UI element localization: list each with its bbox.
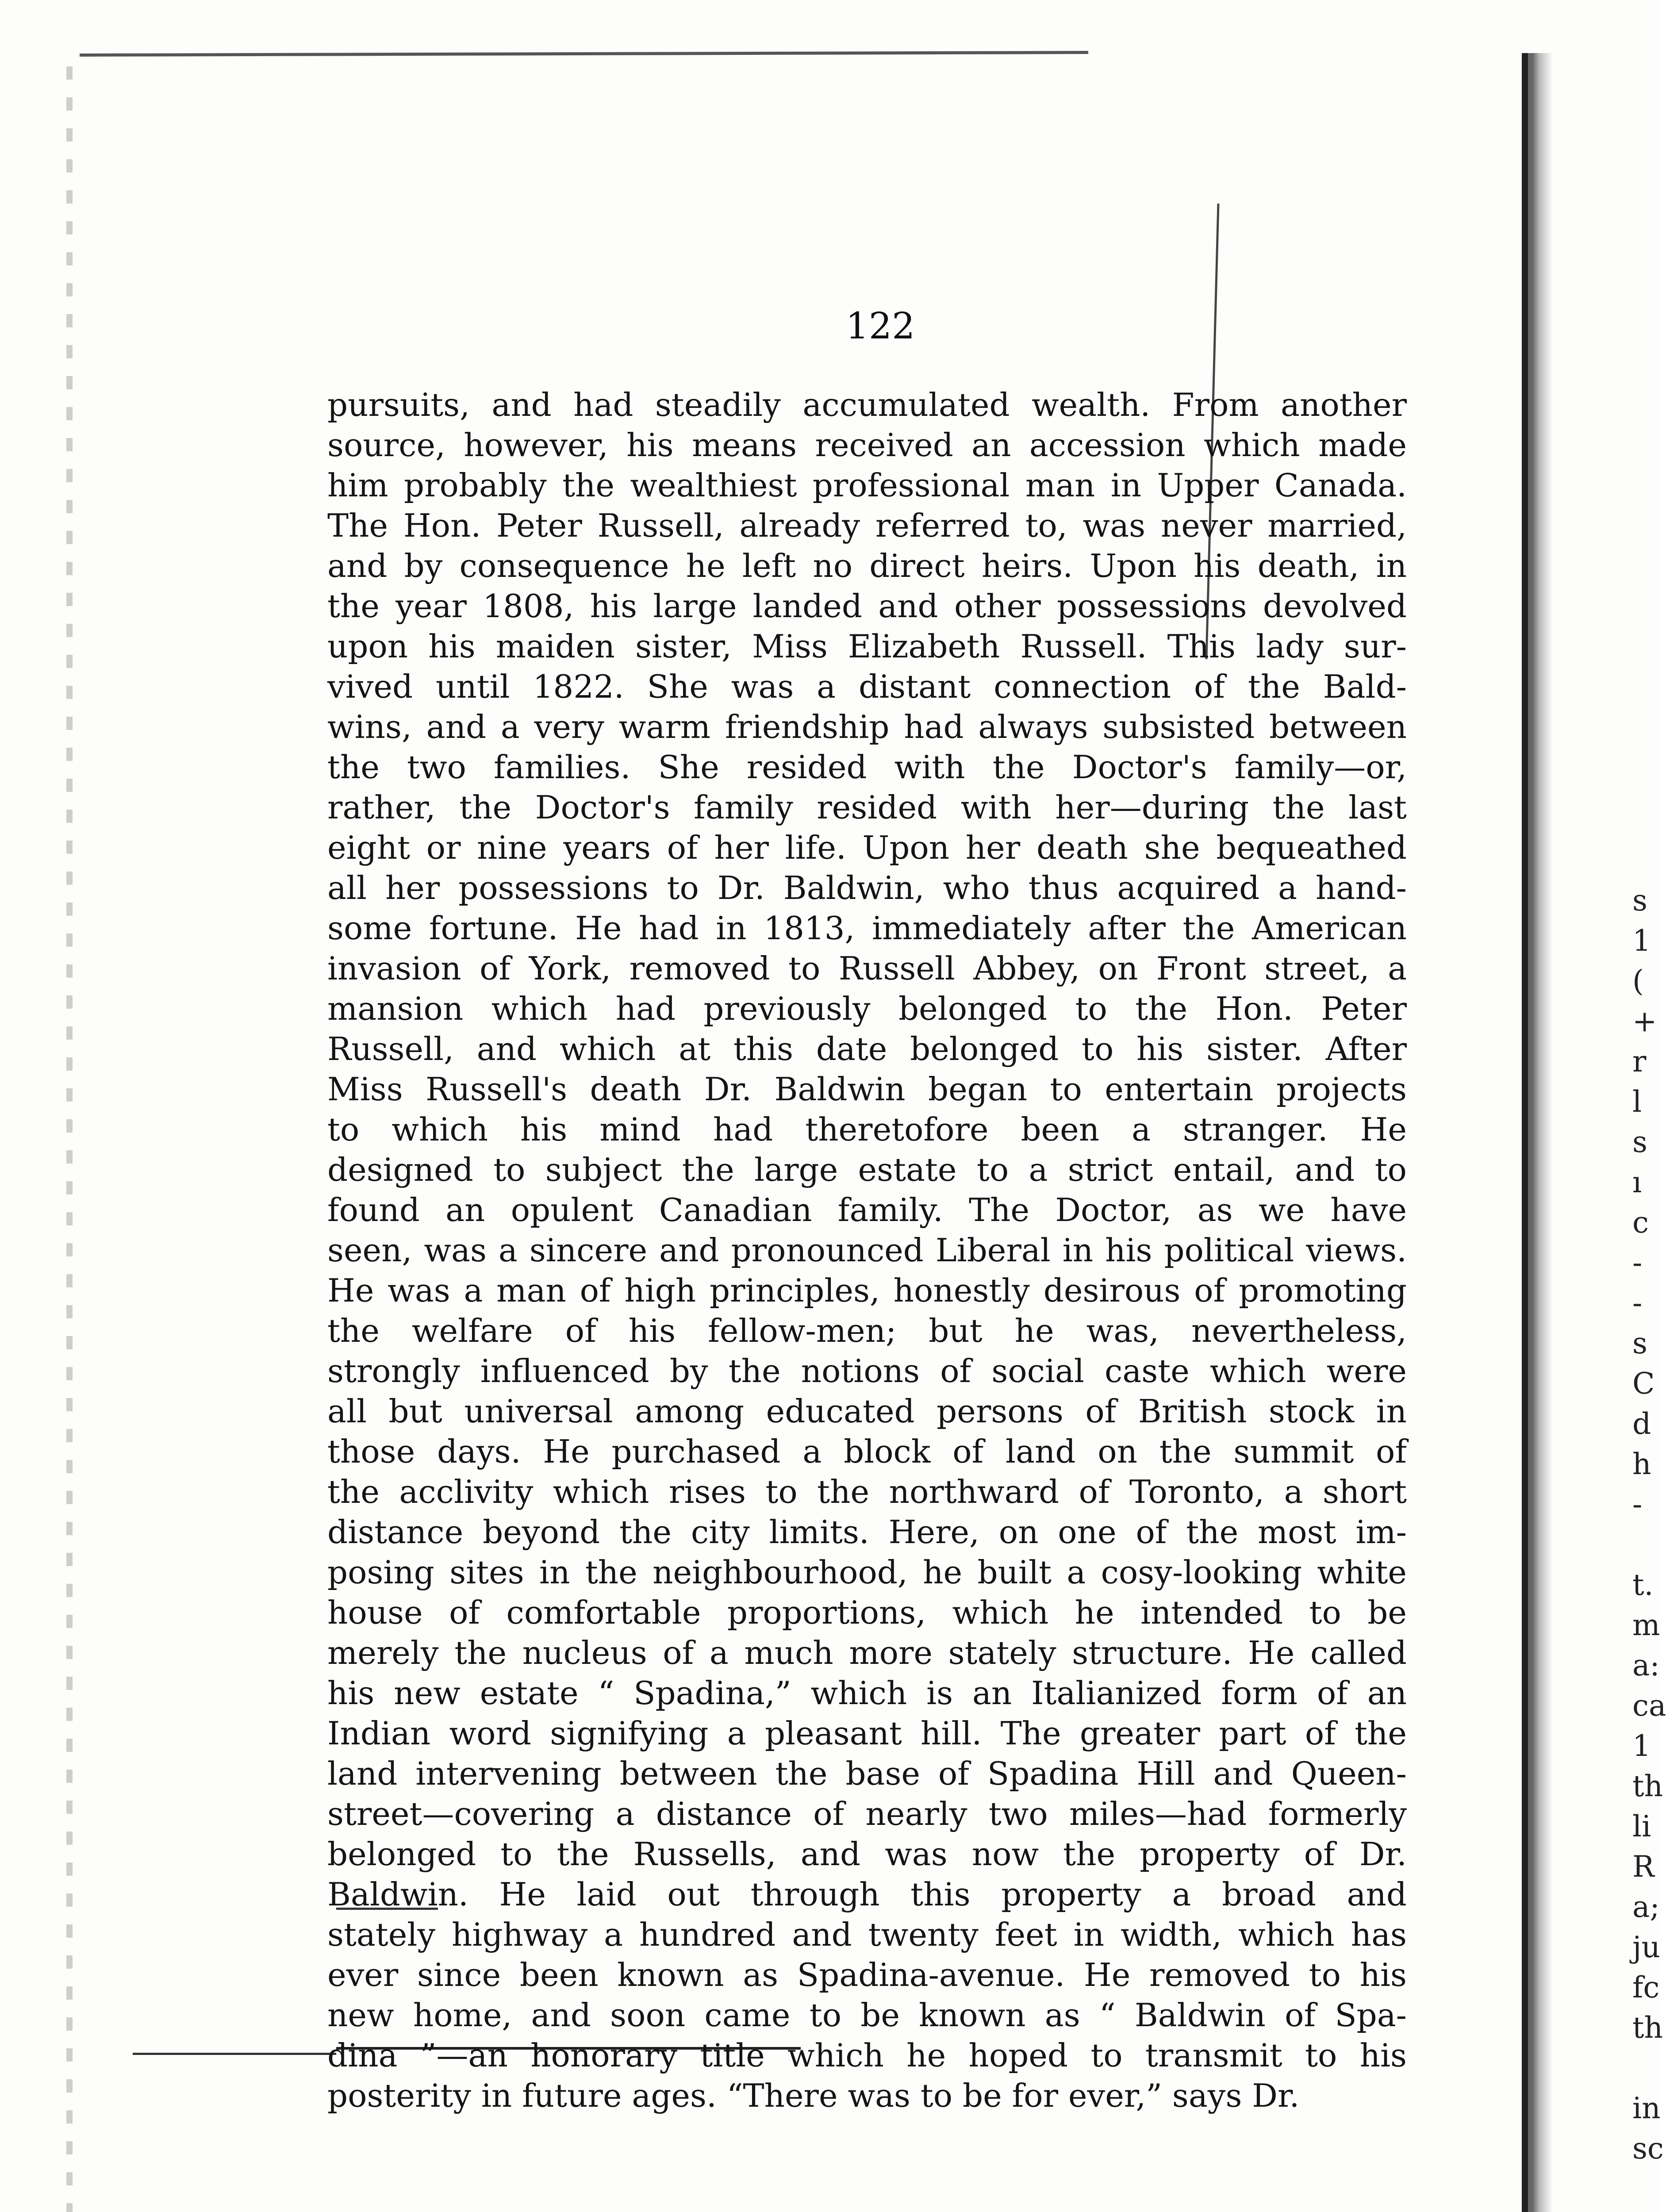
text-line: Russell, and which at this date belonged to his sister. After [327, 1030, 1407, 1068]
text-line: Miss Russell's death Dr. Baldwin began to entertain projects [327, 1071, 1407, 1108]
text-line: new home, and soon came to be known as “ Baldwin of Spa- [327, 1997, 1407, 2034]
text-line: found an opulent Canadian family. The Doctor, as we have [327, 1191, 1407, 1229]
text-line: rather, the Doctor's family resided with her—during the last [327, 789, 1407, 826]
text-line: and by consequence he left no direct heirs. Upon his death, in [327, 547, 1407, 584]
text-line: to which his mind had theretofore been a stranger. He [327, 1111, 1407, 1148]
text-line: the year 1808, his large landed and other possessions devolved [327, 588, 1407, 625]
text-line: the acclivity which rises to the northward of Toronto, a short [327, 1473, 1407, 1510]
margin-fragment: s [1632, 1326, 1647, 1360]
scan-left-edge [66, 66, 73, 2212]
margin-fragment: ju [1632, 1930, 1660, 1964]
margin-fragment: - [1632, 1246, 1643, 1280]
text-line: posing sites in the neighbourhood, he built a cosy-looking white [327, 1554, 1407, 1591]
text-line: the two families. She resided with the Doctor's family—or, [327, 749, 1407, 786]
margin-fragment: th [1632, 2011, 1663, 2045]
margin-line-mark [133, 2053, 336, 2055]
text-line: The Hon. Peter Russell, already referred to, was never married, [327, 507, 1407, 544]
margin-fragment: c [1632, 1206, 1649, 1240]
margin-fragment: s [1632, 1125, 1647, 1159]
text-line: all her possessions to Dr. Baldwin, who thus acquired a hand- [327, 869, 1407, 906]
text-line: the welfare of his fellow-men; but he was, nevertheless, [327, 1312, 1407, 1349]
margin-fragment: a; [1632, 1890, 1660, 1924]
text-line: seen, was a sincere and pronounced Liberal in his political views. [327, 1232, 1407, 1269]
margin-fragment: 1 [1632, 924, 1651, 958]
margin-fragment: t. [1632, 1568, 1654, 1602]
margin-fragment: l [1632, 1085, 1642, 1119]
margin-fragment: li [1632, 1809, 1651, 1843]
margin-fragment: s [1632, 883, 1647, 918]
page-number: 122 [845, 305, 915, 347]
text-line: ever since been known as Spadina-avenue. He removed to his [327, 1956, 1407, 1993]
text-line: invasion of York, removed to Russell Abbey, on Front street, a [327, 950, 1407, 987]
text-line: those days. He purchased a block of land on the summit of [327, 1433, 1407, 1470]
text-line: vived until 1822. She was a distant connection of the Bald- [327, 668, 1407, 705]
margin-fragment: C [1632, 1367, 1655, 1401]
margin-fragment: r [1632, 1045, 1647, 1079]
text-line: merely the nucleus of a much more stately structure. He called [327, 1634, 1407, 1671]
text-line: eight or nine years of her life. Upon her death she bequeathed [327, 829, 1407, 866]
text-line: strongly influenced by the notions of social caste which were [327, 1352, 1407, 1390]
margin-fragment [1632, 2048, 1660, 2088]
text-line: him probably the wealthiest professional man in Upper Canada. [327, 467, 1407, 504]
margin-fragment: ( [1632, 964, 1644, 998]
text-line: belonged to the Russells, and was now the property of Dr. [327, 1836, 1407, 1873]
text-line: house of comfortable proportions, which he intended to be [327, 1594, 1407, 1631]
text-line: stately highway a hundred and twenty feet in width, which has [327, 1916, 1407, 1953]
text-line: He was a man of high principles, honestly desirous of promoting [327, 1272, 1407, 1309]
margin-fragment: 1 [1632, 1729, 1651, 1763]
margin-fragment: - [1632, 1487, 1643, 1521]
text-line: Indian word signifying a pleasant hill. The greater part of the [327, 1715, 1407, 1752]
text-line: some fortune. He had in 1813, immediately after the American [327, 910, 1407, 947]
margin-fragment: d [1632, 1407, 1651, 1441]
facing-page-fragments [1632, 880, 1666, 2169]
margin-fragment: ca [1632, 1689, 1666, 1723]
margin-fragment: h [1632, 1447, 1651, 1481]
text-line: all but universal among educated persons of British stock in [327, 1393, 1407, 1430]
margin-fragment [1632, 1525, 1660, 1565]
margin-fragment: + [1632, 1004, 1657, 1038]
margin-fragment: sc [1632, 2131, 1664, 2166]
body-text [327, 385, 1407, 2116]
text-line: pursuits, and had steadily accumulated wealth. From another [327, 386, 1407, 423]
margin-fragment: ı [1632, 1165, 1642, 1199]
text-line: upon his maiden sister, Miss Elizabeth Russell. This lady sur- [327, 628, 1407, 665]
text-line: street—covering a distance of nearly two miles—had formerly [327, 1795, 1407, 1832]
text-line: land intervening between the base of Spadina Hill and Queen- [327, 1755, 1407, 1792]
text-line: designed to subject the large estate to a strict entail, and to [327, 1151, 1407, 1188]
text-line: dina ”—an honorary title which he hoped to transmit to his [327, 2037, 1407, 2074]
text-line: posterity in future ages. “There was to be for ever,” says Dr. [327, 2077, 1300, 2114]
margin-fragment: a: [1632, 1648, 1660, 1682]
text-line: distance beyond the city limits. Here, on one of the most im- [327, 1513, 1407, 1551]
margin-fragment: m [1632, 1608, 1660, 1642]
margin-fragment: R [1632, 1850, 1654, 1884]
margin-fragment: - [1632, 1286, 1643, 1320]
scan-top-edge [80, 51, 1088, 57]
text-line: mansion which had previously belonged to the Hon. Peter [327, 990, 1407, 1027]
margin-fragment: fc [1632, 1970, 1660, 2005]
text-line: his new estate “ Spadina,” which is an Italianized form of an [327, 1674, 1407, 1712]
scan-gutter-shadow [1522, 53, 1553, 2212]
text-line: Baldwin. He laid out through this property a broad and [327, 1876, 1407, 1913]
margin-fragment: in [1632, 2091, 1661, 2125]
text-line: wins, and a very warm friendship had always subsisted between [327, 708, 1407, 745]
text-line: source, however, his means received an accession which made [327, 426, 1407, 464]
margin-fragment: th [1632, 1769, 1663, 1803]
